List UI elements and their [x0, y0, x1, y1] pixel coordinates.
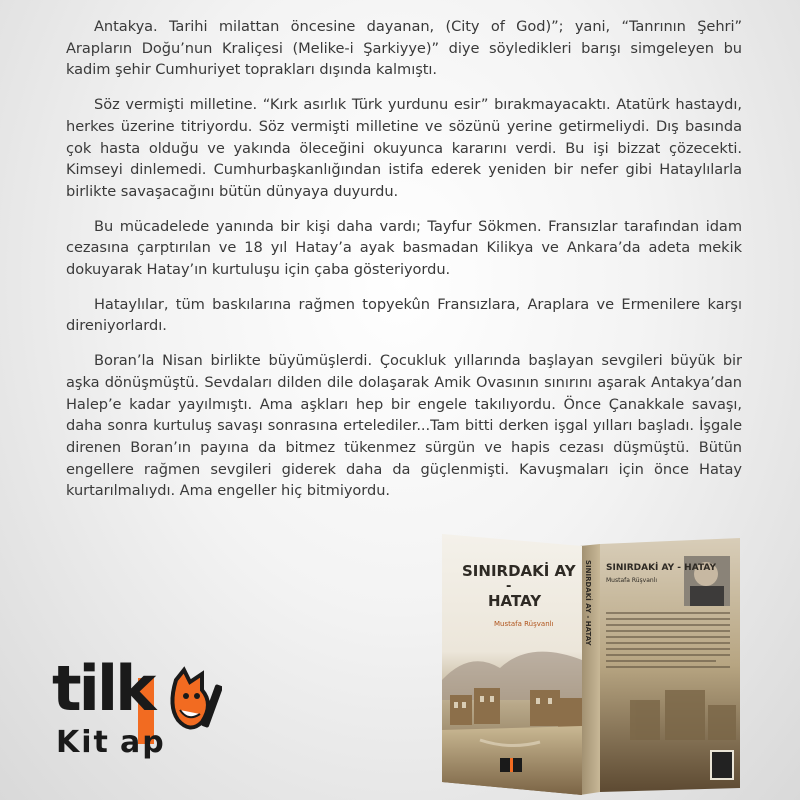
back-title: SINIRDAKİ AY - HATAY	[606, 563, 717, 573]
back-author: Mustafa Rüşvanlı	[606, 577, 658, 584]
book-title-dash: -	[506, 579, 512, 594]
front-cover	[442, 534, 582, 795]
book-mockup	[440, 530, 785, 795]
book-author: Mustafa Rüşvanlı	[494, 620, 554, 628]
svg-text:ap: ap	[120, 725, 166, 760]
book-title-line2: HATAY	[488, 592, 542, 610]
paragraph-4: Hataylılar, tüm baskılarına rağmen topyekûn Fransızlara, Araplara ve Ermenilere karşı direniyorlardı.	[66, 295, 742, 335]
paragraph-3: Bu mücadelede yanında bir kişi daha vardı; Tayfur Sökmen. Fransızlar tarafından idam cezasına çarptırılan ve 18 yıl Hatay’a ayak basmadan Kilikya ve Ankara’da adeta mekik dokuyarak Hatay’ın kurtuluşu için çaba gösteriyordu.	[66, 217, 742, 279]
paragraph-5: Boran’la Nisan birlikte büyümüşlerdi. Çocukluk yıllarında başlayan sevgileri büyük bir aşka dönüşmüştü. Sevdaları dilden dile dolaşarak Amik Ovasının sınırını aşarak Antakya’dan Halep’e kadar yayılmıştı. Ama aşkları hep bir engele takılıyordu. Önce Çanakkale savaşı, daha sonra kurtuluş savaşı sonrasına ertelediler...Tam bitti derken işgal yılları başladı. İşgale direnen Boran’ın payına da bitmez tükenmez sürgün ve hapis cezası düşmüştü. Bütün engellere rağmen sevgileri giderek daha da güçlenmişti. Kavuşmaları için önce Hatay kurtarılmalıydı. Ama engeller hiç bitmiyordu.	[66, 352, 742, 500]
svg-text:Kit: Kit	[56, 725, 110, 760]
svg-text:tilk: tilk	[52, 652, 154, 725]
paragraph-1: Antakya. Tarihi milattan öncesine dayanan, (City of God)”; yani, “Tanrının Şehri” Arapların Doğu’nun Kraliçesi (Melike-i Şarkiyye)” diye söyledikleri barışı simgeleyen bu kadim şehir Cumhuriyet toprakları dışında kalmıştı.	[66, 18, 742, 79]
spine-title: SINIRDAKİ AY - HATAY	[584, 560, 592, 646]
back-cover	[600, 538, 740, 792]
paragraph-2: Söz vermişti milletine. “Kırk asırlık Türk yurdunu esir” bırakmayacaktı. Atatürk hastaydı, herkes üzerine titriyordu. Söz vermişti milletine ve sözünü yerine getirmeliydi. Dış basında çok hasta olduğu ve yakında öleceğini okuyunca kararını verdi. Bu işi bizzat çözecekti. Kimseyi dinlemedi. Cumhurbaşkanlığından istifa ederek yeniden bir nefer gibi Hataylılarla birlikte savaşacağını bütün dünyaya duyurdu.	[66, 96, 742, 200]
body-text	[66, 16, 742, 515]
book-title-line1: SINIRDAKİ AY	[462, 562, 576, 580]
publisher-logo	[52, 648, 222, 768]
